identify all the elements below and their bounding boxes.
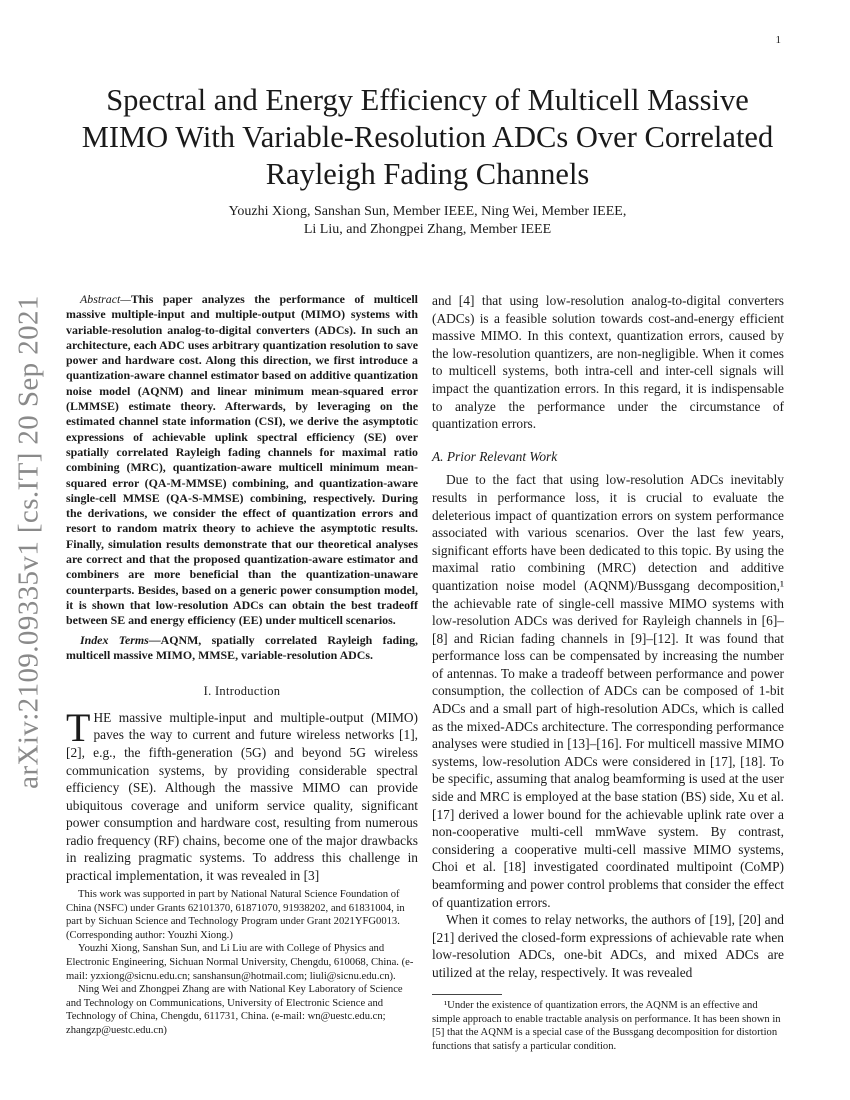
author-line-2: Li Liu, and Zhongpei Zhang, Member IEEE bbox=[303, 222, 552, 237]
left-column bbox=[66, 292, 418, 885]
abstract-text: This paper analyzes the performance of multicell massive multiple-input and multiple-output (MIMO) systems with variable-resolution analog-to-digital converters (ADCs). In such an architecture, each ADC uses arbitrary quantization resolution to save power and hardware cost. Along this direction, we first introduce a quantization-aware channel estimator based on additive quantization noise model (AQNM) and linear minimum mean-squared error (LMMSE) estimate theory. Afterwards, by leveraging on the estimated channel state information (CSI), we derive the asymptotic expressions of achievable uplink spectral efficiency (SE) over spatially correlated Rayleigh fading channels for maximal ratio combining (MRC), quantization-aware multicell minimum mean-squared error (QA-M-MMSE) combining, and quantization-aware single-cell MMSE (QA-S-MMSE) combining, respectively. During the derivations, we consider the effect of quantization errors and resort to random matrix theory to achieve the asymptotic results. Finally, simulation results demonstrate that our theoretical analyses are correct and that the proposed quantization-aware estimator and combiners are more beneficial than the quantization-unaware counterparts. Besides, based on a generic power consumption model, it is shown that low-resolution ADCs can obtain the best tradeoff between SE and energy efficiency (EE) under multicell scenarios. bbox=[66, 292, 418, 628]
abstract bbox=[66, 292, 418, 629]
arxiv-stamp-text: arXiv:2109.09335v1 [cs.IT] 20 Sep 2021 bbox=[12, 295, 45, 789]
section-heading-introduction: I. Introduction bbox=[203, 684, 281, 699]
paper-title: Spectral and Energy Efficiency of Multicell Massive MIMO With Variable-Resolution ADCs Over Correlated Rayleigh Fading Channels bbox=[81, 83, 774, 191]
page-number: 1 bbox=[775, 34, 781, 46]
right-footnote bbox=[432, 982, 784, 1053]
footnote-rule bbox=[432, 994, 502, 995]
body-paragraph-2: Due to the fact that using low-resolution ADCs inevitably results in performance loss, it is crucial to evaluate the deleterious impact of quantization errors on system performance associated with various scenarios. Over the last few years, significant efforts have been dedicated to this topic. By using the maximal ratio combining (MRC) detection and additive quantization noise model (AQNM)/Bussgang decomposition,¹ the achievable rate of single-cell massive MIMO systems with low-resolution ADCs was derived for Rayleigh channels in [6]–[8] and Rician fading channels in [9]–[12]. It was found that performance loss can be compensated by increasing the number of antennas. To make a tradeoff between performance and power consumption, the collection of ADCs can be composed of 1-bit ADCs and a small part of high-resolution ADCs, which is called as the mixed-ADCs architecture. The corresponding performance analyses were studied in [13]–[16]. For multicell massive MIMO systems, low-resolution ADCs were considered in [17], [18]. To be specific, assuming that analog beamforming is used at the user side and MRC is employed at the base station (BS) side, Xu et al. [17] derived a lower bound for the achievable uplink rate over a non-cooperative multi-cell mmWave system. By contrast, considering a cooperative multi-cell massive MIMO systems, Choi et al. [18] investigated coordinated multipoint (CoMP) beamforming and power control problems that consider the effect of quantization errors. bbox=[432, 472, 784, 910]
index-terms bbox=[66, 633, 418, 664]
arxiv-stamp bbox=[0, 295, 58, 789]
intro-paragraph: THE massive multiple-input and multiple-output (MIMO) paves the way to current and future wireless networks [1], [2], e.g., the fifth-generation (5G) and beyond 5G wireless communication systems, by providing considerable spectral efficiency (SE). Although the massive MIMO can provide ubiquitous coverage and uniform service quality, significant power consumption and hardware cost, resulting from numerous radio frequency (RF) chains, become one of the major drawbacks in realizing pragmatic systems. To address this challenge in practical implementation, it was revealed in [3] bbox=[66, 704, 418, 884]
author-list bbox=[60, 203, 795, 239]
body-paragraph-3: When it comes to relay networks, the authors of [19], [20] and [21] derived the closed-form expressions of achievable rate when low-resolution ADCs, one-bit ADCs, and mixed ADCs are utilized at the relay, respectively. It was revealed bbox=[432, 912, 784, 980]
right-column bbox=[432, 292, 784, 982]
affiliation-footnote-1: Youzhi Xiong, Sanshan Sun, and Li Liu are with College of Physics and Electronic Engineering, Sichuan Normal University, Chengdu, 610068, China. (e-mail: yzxiong@sicnu.edu.cn; sanshansun@hotmail.com; liuli@sicnu.edu.cn). bbox=[66, 943, 414, 982]
funding-footnote: This work was supported in part by National Natural Science Foundation of China (NSFC) under Grants 62101370, 61871070, 91938202, and 61831004, in part by Sichuan Science and Technology Program under Grant 2021YFG0013. (Corresponding author: Youzhi Xiong.) bbox=[66, 889, 405, 941]
abstract-label: Abstract— bbox=[80, 292, 131, 306]
affiliation-footnote-2: Ning Wei and Zhongpei Zhang are with National Key Laboratory of Science and Technology on Communications, University of Electronic Science and Technology of China, Chengdu, 611731, China. (e-mail: wn@uestc.edu.cn; zhangzp@uestc.edu.cn) bbox=[66, 984, 403, 1036]
footnote-1: ¹Under the existence of quantization errors, the AQNM is an effective and simple approach to enable tractable analysis on performance. It has been shown in [5] that the AQNM is a special case of the Bussgang decomposition for distortion functions that satisfy a particular condition. bbox=[432, 1000, 781, 1052]
left-footnotes bbox=[66, 888, 418, 1038]
author-line-1: Youzhi Xiong, Sanshan Sun, Member IEEE, Ning Wei, Member IEEE, bbox=[228, 204, 627, 219]
index-terms-label: Index Terms bbox=[80, 632, 149, 647]
index-terms-text: —AQNM, spatially correlated Rayleigh fading, multicell massive MIMO, MMSE, variable-resolution ADCs. bbox=[66, 632, 419, 662]
subsection-heading: A. Prior Relevant Work bbox=[432, 448, 558, 464]
body-paragraph-1: and [4] that using low-resolution analog-to-digital converters (ADCs) is a feasible solution towards cost-and-energy efficient massive MIMO. In this context, quantization errors, caused by the low-resolution quantizers, are non-negligible. When it comes to multicell systems, both intra-cell and inter-cell signals will impact the quantization errors. In this regard, it is indispensable to analyze the performance under the circumstance of quantization errors. bbox=[432, 293, 784, 432]
